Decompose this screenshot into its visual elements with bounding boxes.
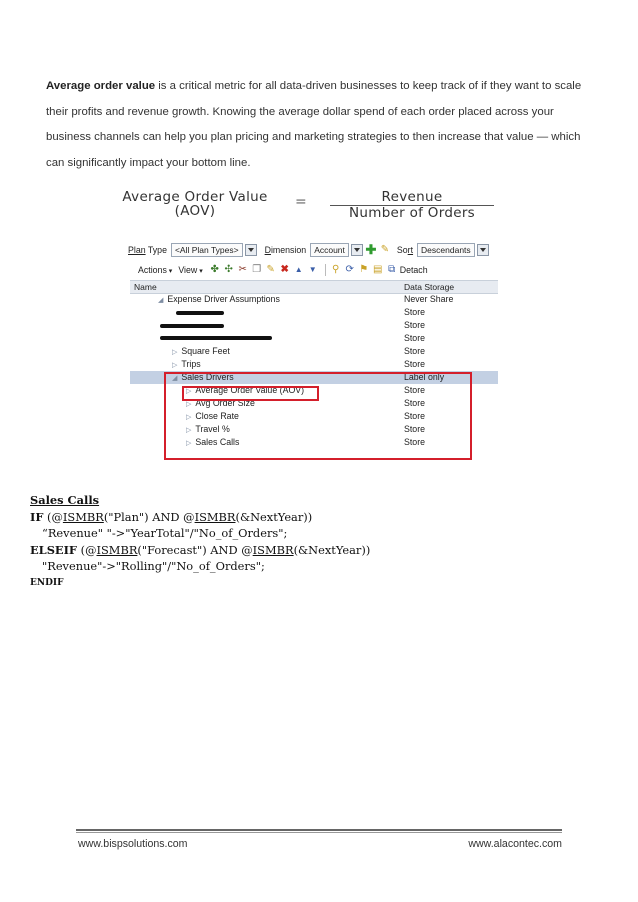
sort-label: [397, 245, 413, 255]
data-storage-cell: Store: [404, 333, 426, 343]
formula-lhs-line2: (AOV): [174, 203, 216, 219]
aov-formula: [104, 186, 504, 222]
expand-icon[interactable]: ▷: [186, 388, 192, 395]
code-text: ("Forecast") AND @: [137, 542, 253, 557]
expand-icon[interactable]: ▷: [186, 427, 192, 434]
redaction-mark: [160, 324, 224, 328]
edit-pencil-icon[interactable]: ✎: [380, 244, 390, 255]
member-label: Expense Driver Assumptions: [167, 294, 280, 304]
table-row[interactable]: [130, 306, 498, 319]
data-storage-cell: Store: [404, 307, 426, 317]
dimension-label-accel: D: [264, 245, 271, 255]
dimension-select[interactable]: Account: [310, 243, 349, 257]
table-row[interactable]: [130, 345, 498, 358]
function-ismbr: ISMBR: [62, 509, 104, 524]
plan-type-label-accel: Plan: [128, 245, 146, 255]
paste-icon[interactable]: ❐: [252, 264, 262, 275]
plan-type-label-rest: Type: [145, 245, 167, 255]
dimension-label: [265, 245, 307, 255]
expand-icon[interactable]: ▷: [172, 349, 178, 356]
expand-icon[interactable]: ▷: [186, 440, 192, 447]
find-icon[interactable]: ⚲: [332, 264, 340, 275]
sort-dropdown-icon[interactable]: [477, 244, 489, 256]
footer-link-alacontec[interactable]: www.alacontec.com: [468, 838, 562, 850]
intro-paragraph: [46, 74, 586, 176]
data-storage-cell: Store: [404, 398, 426, 408]
code-line-forecast-calc: "Revenue"->"Rolling"/"No_of_Orders";: [42, 559, 265, 574]
redaction-mark: [160, 336, 272, 340]
member-formula: [30, 492, 590, 592]
data-storage-cell: Store: [404, 437, 426, 447]
member-label: Close Rate: [195, 411, 239, 421]
sort-select[interactable]: Descendants: [417, 243, 475, 257]
keyword-if: IF: [30, 509, 44, 524]
formula-lhs: [104, 190, 286, 218]
code-text: (@: [77, 542, 97, 557]
hierarchy-icon[interactable]: ⚑: [359, 264, 369, 275]
expand-icon[interactable]: ▷: [186, 401, 192, 408]
code-text: (&NextYear)): [235, 509, 313, 524]
column-header-data-storage[interactable]: Data Storage: [404, 282, 455, 292]
add-member-icon[interactable]: ✚: [365, 242, 377, 257]
intro-text: is a critical metric for all data-driven businesses to keep track of if they want to scale their profits and revenue growth. Knowing the average dollar spend of each order placed across your business channels can help you plan pricing and marketing strategies to then increase that value — which can significantly impact your bottom line.: [46, 80, 582, 169]
move-down-icon[interactable]: ▼: [308, 265, 317, 274]
delete-icon[interactable]: ✖: [280, 264, 289, 275]
code-line-plan-calc: “Revenue" "->"YearTotal"/"No_of_Orders";: [42, 526, 288, 541]
member-label: Sales Drivers: [181, 372, 234, 382]
cut-icon[interactable]: ✂: [238, 264, 247, 275]
formula-equals: =: [295, 194, 307, 210]
footer-rule: [76, 829, 562, 831]
detach-icon[interactable]: ⧉: [388, 264, 396, 275]
footer-link-bispsolutions[interactable]: www.bispsolutions.com: [78, 838, 188, 850]
add-child-icon[interactable]: ✤: [210, 264, 219, 275]
move-up-icon[interactable]: ▲: [294, 265, 303, 274]
table-row[interactable]: [130, 358, 498, 371]
data-storage-cell: Store: [404, 411, 426, 421]
data-storage-cell: Store: [404, 359, 426, 369]
formula-fraction-line: [330, 205, 494, 206]
properties-icon[interactable]: ▤: [372, 264, 383, 275]
plan-type-label: [128, 245, 167, 255]
detach-button[interactable]: Detach: [399, 265, 428, 275]
member-label: Sales Calls: [195, 437, 240, 447]
redaction-mark: [176, 311, 224, 315]
expand-icon[interactable]: ▷: [186, 414, 192, 421]
formula-denominator: Number of Orders: [348, 205, 476, 221]
column-header-name[interactable]: Name: [134, 282, 157, 292]
data-storage-cell: Label only: [404, 372, 445, 382]
code-line-endif: ENDIF: [30, 577, 64, 588]
sort-label-accel: rt: [407, 245, 414, 255]
actions-menu[interactable]: Actions ▾: [138, 265, 172, 275]
member-label: Average Order Value (AOV): [195, 385, 305, 395]
table-row[interactable]: [130, 293, 498, 306]
data-storage-cell: Store: [404, 424, 426, 434]
dimension-editor-screenshot: [128, 240, 500, 462]
function-ismbr: ISMBR: [96, 542, 138, 557]
expand-icon[interactable]: ▷: [172, 362, 178, 369]
edit-member-icon[interactable]: ✎: [266, 264, 275, 275]
sort-label-start: So: [396, 245, 408, 255]
grid-header: [130, 280, 498, 294]
filter-bar: [128, 242, 500, 258]
formula-lhs-line1: Average Order Value: [122, 189, 268, 205]
dimension-label-rest: imension: [270, 245, 307, 255]
footer-rule-thin: [76, 832, 562, 833]
function-ismbr: ISMBR: [194, 509, 236, 524]
toolbar-separator: [325, 264, 326, 276]
data-storage-cell: Store: [404, 346, 426, 356]
toolbar: [128, 262, 500, 278]
code-text: ("Plan") AND @: [103, 509, 195, 524]
code-line-if: [30, 509, 590, 526]
data-storage-cell: Store: [404, 320, 426, 330]
member-name: [172, 359, 201, 369]
member-label: Square Feet: [181, 346, 230, 356]
collapse-icon[interactable]: ◢: [172, 375, 178, 382]
plan-type-select[interactable]: <All Plan Types>: [171, 243, 243, 257]
member-name: [158, 294, 280, 304]
formula-numerator: Revenue: [381, 189, 443, 205]
function-ismbr: ISMBR: [252, 542, 294, 557]
plan-type-dropdown-icon[interactable]: [245, 244, 257, 256]
add-sibling-icon[interactable]: ✣: [224, 264, 233, 275]
table-row[interactable]: [130, 319, 498, 332]
intro-bold-term: Average order value: [46, 80, 156, 92]
code-text: (&NextYear)): [293, 542, 371, 557]
code-text: (@: [43, 509, 63, 524]
aov-highlight-box: [182, 386, 319, 401]
member-name: [172, 346, 230, 356]
data-storage-cell: Store: [404, 385, 426, 395]
keyword-elseif: ELSEIF: [30, 542, 78, 557]
table-row[interactable]: [130, 332, 498, 345]
code-line-elseif: [30, 542, 590, 559]
refresh-icon[interactable]: ⟳: [345, 264, 354, 275]
member-label: Travel %: [195, 424, 230, 434]
dimension-dropdown-icon[interactable]: [351, 244, 363, 256]
formula-title: Sales Calls: [30, 493, 100, 507]
data-storage-cell: Never Share: [404, 294, 454, 304]
member-label: Trips: [181, 359, 201, 369]
collapse-icon[interactable]: ◢: [158, 297, 164, 304]
view-menu[interactable]: View ▾: [178, 265, 202, 275]
member-label: Avg Order Size: [195, 398, 255, 408]
